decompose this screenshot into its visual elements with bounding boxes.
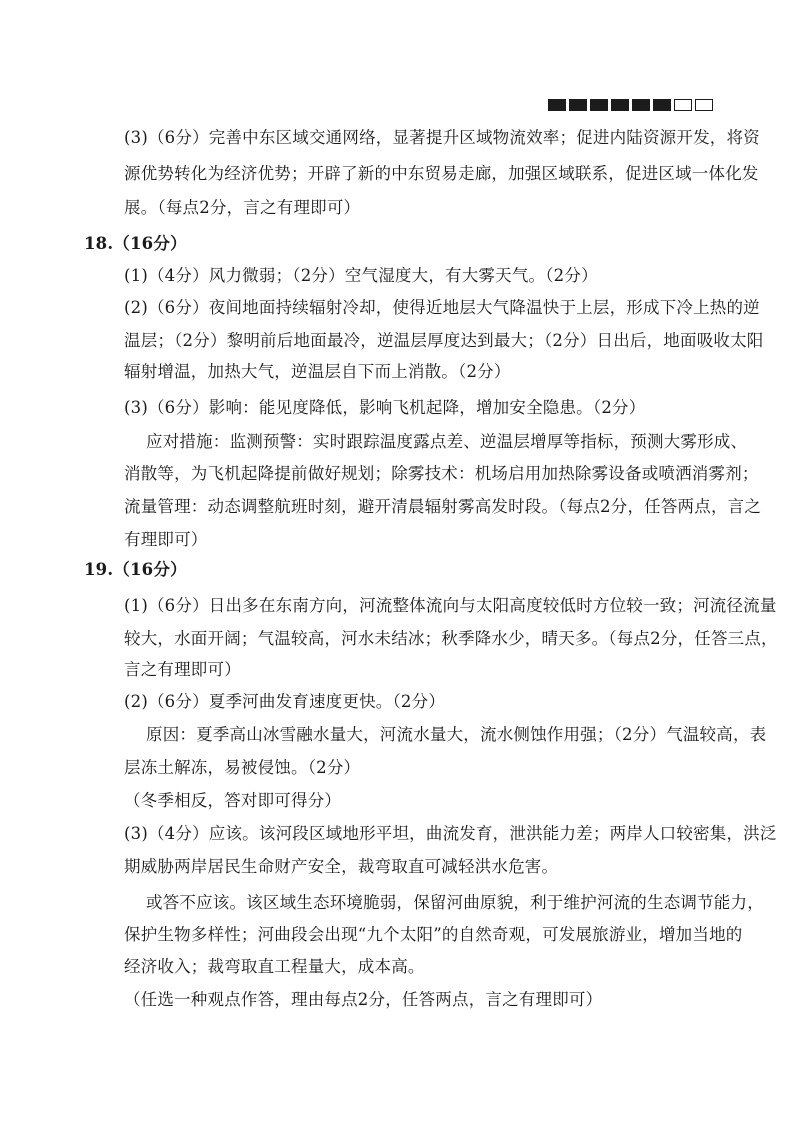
header-mark-empty xyxy=(695,99,713,111)
question-heading: 19.（16分） xyxy=(84,560,187,579)
answer-line: 消散等，为飞机起降提前做好规划；除雾技术：机场启用加热除雾设备或喷洒消雾剂； xyxy=(124,464,759,483)
answer-line: 原因：夏季高山冰雪融水量大，河流水量大，流水侧蚀作用强；（2分）气温较高，表 xyxy=(146,725,767,744)
answer-line: 或答不应该。该区域生态环境脆弱，保留河曲原貌，利于维护河流的生态调节能力， xyxy=(146,893,764,912)
answer-line: （冬季相反，答对即可得分） xyxy=(124,791,342,810)
answer-line: （任选一种观点作答，理由每点2分，任答两点，言之有理即可） xyxy=(124,990,603,1009)
answer-line: (3)（6分）完善中东区域交通网络，显著提升区域物流效率；促进内陆资源开发，将资 xyxy=(124,128,760,147)
answer-line: 辐射增温，加热大气，逆温层自下而上消散。（2分） xyxy=(124,362,511,381)
answer-line: 层冻土解冻，易被侵蚀。（2分） xyxy=(124,758,361,777)
answer-line: 保护生物多样性；河曲段会出现“九个太阳”的自然奇观，可发展旅游业，增加当地的 xyxy=(124,925,743,944)
answer-line: 源优势转化为经济优势；开辟了新的中东贸易走廊，加强区域联系，促进区域一体化发 xyxy=(124,164,759,183)
question-heading: 18.（16分） xyxy=(84,234,187,253)
answer-line: 展。（每点2分，言之有理即可） xyxy=(124,198,361,217)
answer-line: 流量管理：动态调整航班时刻，避开清晨辐射雾高发时段。（每点2分，任答两点，言之 xyxy=(124,497,762,516)
header-marks xyxy=(548,99,713,111)
answer-line: 温层；（2分）黎明前后地面最冷，逆温层厚度达到最大；（2分）日出后，地面吸收太阳 xyxy=(124,331,764,350)
answer-line: 言之有理即可） xyxy=(124,660,241,679)
answer-line: (1)（6分）日出多在东南方向，河流整体流向与太阳高度较低时方位较一致；河流径流量 xyxy=(124,596,777,615)
header-mark xyxy=(632,99,650,111)
header-mark xyxy=(569,99,587,111)
answer-line: 有理即可） xyxy=(124,530,208,549)
answer-line: (2)（6分）夏季河曲发育速度更快。（2分） xyxy=(124,692,446,711)
answer-line: (3)（6分）影响：能见度降低，影响飞机起降，增加安全隐患。（2分） xyxy=(124,398,646,417)
answer-line: 应对措施：监测预警：实时跟踪温度露点差、逆温层增厚等指标，预测大雾形成、 xyxy=(146,432,748,451)
answer-line: (1)（4分）风力微弱；（2分）空气湿度大，有大雾天气。（2分） xyxy=(124,266,598,285)
header-mark xyxy=(611,99,629,111)
header-mark-empty xyxy=(674,99,692,111)
answer-line: 经济收入；裁弯取直工程量大，成本高。 xyxy=(124,957,425,976)
answer-line: (3)（4分）应该。该河段区域地形平坦，曲流发育，泄洪能力差；两岸人口较密集，洪泛 xyxy=(124,824,777,843)
header-mark xyxy=(653,99,671,111)
answer-line: 期威胁两岸居民生命财产安全，裁弯取直可减轻洪水危害。 xyxy=(124,857,559,876)
answer-line: (2)（6分）夜间地面持续辐射冷却，使得近地层大气降温快于上层，形成下冷上热的逆 xyxy=(124,298,760,317)
answer-line: 较大，水面开阔；气温较高，河水未结冰；秋季降水少，晴天多。（每点2分，任答三点， xyxy=(124,629,778,648)
header-mark xyxy=(548,99,566,111)
header-mark xyxy=(590,99,608,111)
